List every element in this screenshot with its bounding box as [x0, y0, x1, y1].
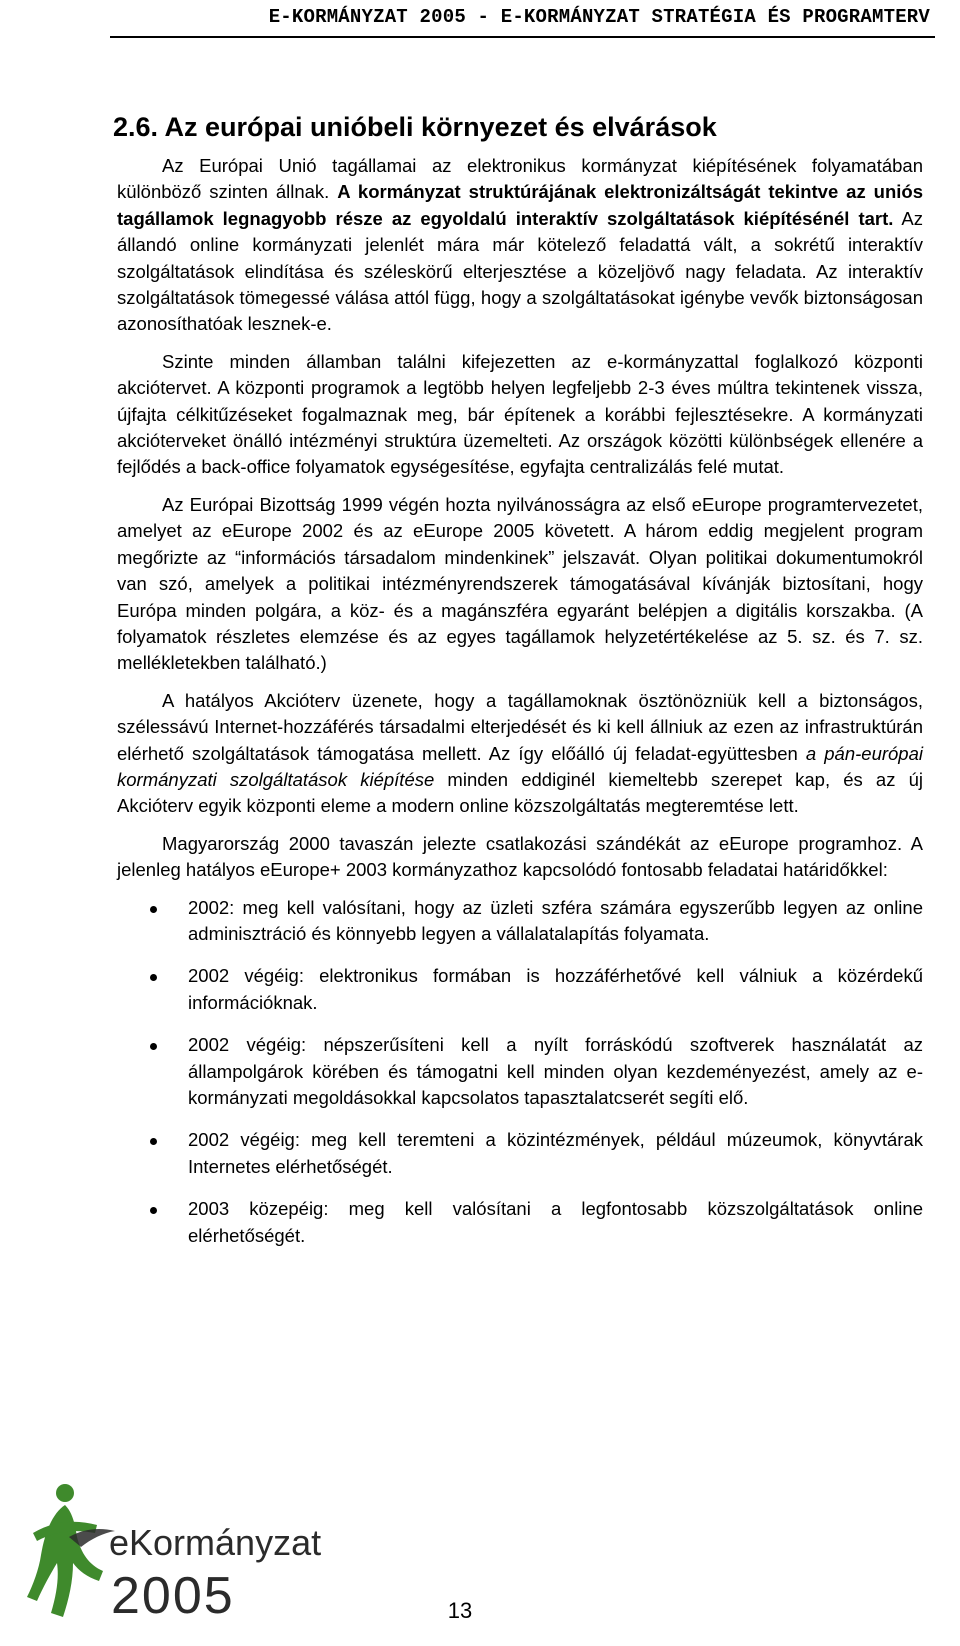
bullet-icon: [150, 974, 157, 981]
list-item: [117, 963, 923, 1016]
list-item-text: 2002 végéig: népszerűsíteni kell a nyílt forráskódú szoftverek használatát az állampolgárok körében és támogatni kell minden olyan kezdeményezést, amely az e-kormányzati megoldásokkal kapcsolatos tapasztalatcserét segíti elő.: [188, 1034, 923, 1108]
list-item: [117, 1196, 923, 1249]
list-item-text: 2002 végéig: meg kell teremteni a közintézmények, például múzeumok, könyvtárak Internetes elérhetőségét.: [188, 1129, 923, 1177]
paragraph-1-text-b: Az állandó online kormányzati jelenlét mára már kötelező feladattá vált, a sokrétű interaktív szolgáltatások elindítása és széleskörű elterjesztése a közeljövő nagy feladata. Az interaktív szolgáltatások tömegessé válása attól függ, hogy a szolgáltatásokat igénybe vevők biztonságosan azonosíthatóak lesznek-e.: [117, 207, 923, 335]
list-item-text: 2003 közepéig: meg kell valósítani a legfontosabb közszolgáltatások online elérhetőségét.: [188, 1198, 923, 1246]
paragraph-1: [117, 153, 923, 338]
ekormanyzat-logo: [23, 1473, 323, 1633]
paragraph-4: [117, 688, 923, 820]
list-item: [117, 895, 923, 948]
logo-text-line1: eKormányzat: [109, 1522, 322, 1563]
bullet-icon: [150, 1043, 157, 1050]
figure-icon: [27, 1484, 115, 1617]
bullet-icon: [150, 1207, 157, 1214]
running-header: E-KORMÁNYZAT 2005 - E-KORMÁNYZAT STRATÉGIA ÉS PROGRAMTERV: [268, 6, 930, 28]
list-item-text: 2002: meg kell valósítani, hogy az üzleti szféra számára egyszerűbb legyen az online adminisztráció és könnyebb legyen a vállalatalapítás folyamata.: [188, 896, 923, 944]
list-item: [117, 1032, 923, 1111]
bullet-icon: [150, 906, 157, 913]
logo-text-line2: 2005: [111, 1567, 235, 1625]
bullet-icon: [150, 1138, 157, 1145]
paragraph-3: Az Európai Bizottság 1999 végén hozta nyilvánosságra az első eEurope programtervezetet, amelyet az eEurope 2002 és az eEurope 2005 követett. A három eddig megjelent program megőrizte az “információs társadalom mindenkinek” jelszavát. Olyan politikai dokumentumokról van szó, amelyek a politikai intézményrendszerek támogatásával kívánják biztosítani, hogy Európa minden polgára, a köz- és a magánszféra egyaránt belépjen a digitális korszakba. (A folyamatok részletes elemzése és az egyes tagállamok helyzetértékelése az 5. sz. és 7. sz. mellékletekben található.): [117, 493, 923, 674]
paragraph-4-italic: a pán-európai kormányzati szolgáltatások kiépítése: [117, 742, 923, 790]
paragraph-1-bold: A kormányzat struktúrájának elektronizáltságát tekintve az uniós tagállamok legnagyobb része az egyoldalú interaktív szolgáltatások kiépítésénél tart.: [117, 181, 923, 229]
paragraph-5: Magyarország 2000 tavaszán jelezte csatlakozási szándékát az eEurope programhoz. A jelenleg hatályos eEurope+ 2003 kormányzathoz kapcsolódó fontosabb feladatai határidőkkel:: [117, 832, 923, 881]
page-number: 13: [447, 1598, 473, 1623]
paragraph-2: Szinte minden államban találni kifejezetten az e-kormányzattal foglalkozó központi akciótervet. A központi programok a legtöbb helyen legfeljebb 2-3 éves múltra tekintenek vissza, újfajta célkitűzéseket fogalmaznak meg, bár építenek a korábbi fejlesztésekre. A kormányzati akcióterveket önálló intézményi struktúra üzemelteti. Az országok közötti különbségek ellenére a fejlődés a back-office folyamatok egységesítése, egyfajta centralizálás felé mutat.: [117, 350, 923, 478]
paragraph-4-text-b: minden eddiginél kiemeltebb szerepet kap, és az új Akcióterv egyik központi eleme a modern online közszolgáltatás megteremtése lett.: [117, 768, 923, 817]
deadline-list: [117, 895, 923, 1249]
list-item-text: 2002 végéig: elektronikus formában is hozzáférhetővé kell válniuk a közérdekű információknak.: [188, 965, 923, 1013]
section-heading: 2.6. Az európai unióbeli környezet és elvárások: [113, 112, 717, 142]
paragraph-4-text-a: A hatályos Akcióterv üzenete, hogy a tagállamoknak ösztönözniük kell a biztonságos, szélessávú Internet-hozzáférés társadalmi elterjedését és ki kell állniuk az ezen az infrastruktúrán elérhető szolgáltatások támogatása mellett. Az így előálló új feladat-együttesben: [117, 689, 923, 764]
document-body: [117, 153, 923, 1265]
header-rule: [110, 36, 935, 38]
list-item: [117, 1127, 923, 1180]
paragraph-1-text-a: Az Európai Unió tagállamai az elektronikus kormányzat kiépítésének folyamatában különböző szinten állnak.: [117, 155, 923, 203]
